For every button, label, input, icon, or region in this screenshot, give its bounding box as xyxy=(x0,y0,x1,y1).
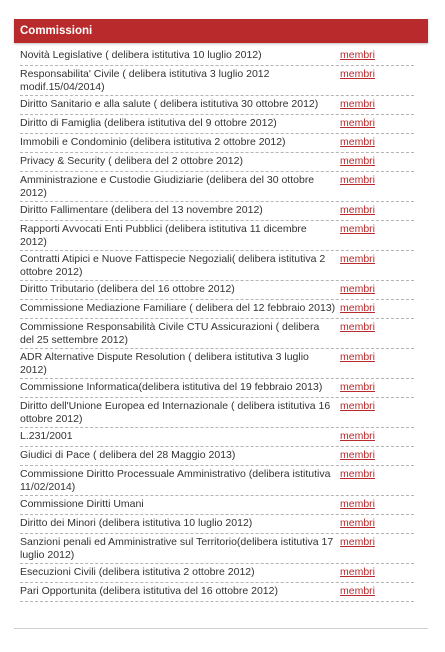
membri-link[interactable]: membri xyxy=(340,136,376,148)
membri-link[interactable]: membri xyxy=(340,155,376,167)
list-item xyxy=(20,379,414,398)
list-item xyxy=(20,564,414,583)
commission-name: Commissione Diritti Umani xyxy=(20,498,144,510)
membri-link[interactable]: membri xyxy=(340,536,376,548)
membri-link[interactable]: membri xyxy=(340,498,376,510)
divider xyxy=(14,628,428,629)
membri-link[interactable]: membri xyxy=(340,400,376,412)
panel-title: Commissioni xyxy=(14,19,428,43)
membri-link[interactable]: membri xyxy=(340,49,376,61)
membri-link[interactable]: membri xyxy=(340,204,376,216)
commission-name: Diritto Fallimentare (delibera del 13 novembre 2012) xyxy=(20,204,263,216)
commission-name: Diritto Sanitario e alla salute ( delibera istitutiva 30 ottobre 2012) xyxy=(20,98,319,110)
commission-list xyxy=(14,47,428,602)
commission-name: Esecuzioni Civili (delibera istitutiva 2 ottobre 2012) xyxy=(20,566,255,578)
list-item xyxy=(20,47,414,66)
membri-link[interactable]: membri xyxy=(340,98,376,110)
membri-link[interactable]: membri xyxy=(340,381,376,393)
commission-name: Commissione Mediazione Familiare ( delibera del 12 febbraio 2013) xyxy=(20,302,336,314)
membri-link[interactable]: membri xyxy=(340,351,376,363)
commission-name: Diritto Tributario (delibera del 16 ottobre 2012) xyxy=(20,283,235,295)
membri-link[interactable]: membri xyxy=(340,117,376,129)
membri-link[interactable]: membri xyxy=(340,283,376,295)
commission-name: Sanzioni penali ed Amministrative sul Territorio(delibera istitutiva 17 luglio 2012) xyxy=(20,536,334,561)
membri-link[interactable]: membri xyxy=(340,302,376,314)
membri-link[interactable]: membri xyxy=(340,517,376,529)
membri-link[interactable]: membri xyxy=(340,223,376,235)
membri-link[interactable]: membri xyxy=(340,174,376,186)
list-item xyxy=(20,300,414,319)
membri-link[interactable]: membri xyxy=(340,449,376,461)
list-item xyxy=(20,202,414,221)
list-item xyxy=(20,134,414,153)
list-item xyxy=(20,534,414,564)
commission-name: Giudici di Pace ( delibera del 28 Maggio 2013) xyxy=(20,449,236,461)
membri-link[interactable]: membri xyxy=(340,253,376,265)
commission-name: Contratti Atipici e Nuove Fattispecie Negoziali( delibera istitutiva 2 ottobre 2012) xyxy=(20,253,326,278)
commission-name: Commissione Informatica(delibera istitutiva del 19 febbraio 2013) xyxy=(20,381,323,393)
membri-link[interactable]: membri xyxy=(340,566,376,578)
list-item xyxy=(20,398,414,428)
membri-link[interactable]: membri xyxy=(340,468,376,480)
commission-name: Commissione Diritto Processuale Amministrativo (delibera istitutiva 11/02/2014) xyxy=(20,468,331,493)
list-item xyxy=(20,447,414,466)
membri-link[interactable]: membri xyxy=(340,321,376,333)
list-item xyxy=(20,115,414,134)
list-item xyxy=(20,515,414,534)
commissioni-panel xyxy=(14,19,428,602)
list-item xyxy=(20,281,414,300)
list-item xyxy=(20,466,414,496)
commission-name: Commissione Responsabilità Civile CTU Assicurazioni ( delibera del 25 settembre 2012) xyxy=(20,321,320,346)
commission-name: Immobili e Condominio (delibera istitutiva 2 ottobre 2012) xyxy=(20,136,286,148)
list-item xyxy=(20,319,414,349)
list-item xyxy=(20,349,414,379)
list-item xyxy=(20,496,414,515)
membri-link[interactable]: membri xyxy=(340,68,376,80)
commission-name: Responsabilita' Civile ( delibera istitutiva 3 luglio 2012 modif.15/04/2014) xyxy=(20,68,270,93)
commission-name: L.231/2001 xyxy=(20,430,73,442)
commission-name: Novità Legislative ( delibera istitutiva 10 luglio 2012) xyxy=(20,49,262,61)
list-item xyxy=(20,251,414,281)
list-item xyxy=(20,221,414,251)
commission-name: ADR Alternative Dispute Resolution ( delibera istitutiva 3 luglio 2012) xyxy=(20,351,309,376)
commission-name: Rapporti Avvocati Enti Pubblici (delibera istitutiva 11 dicembre 2012) xyxy=(20,223,307,248)
list-item xyxy=(20,172,414,202)
list-item xyxy=(20,66,414,96)
membri-link[interactable]: membri xyxy=(340,430,376,442)
list-item xyxy=(20,153,414,172)
commission-name: Privacy & Security ( delibera del 2 ottobre 2012) xyxy=(20,155,243,167)
commission-name: Diritto di Famiglia (delibera istitutiva del 9 ottobre 2012) xyxy=(20,117,277,129)
commission-name: Amministrazione e Custodie Giudiziarie (delibera del 30 ottobre 2012) xyxy=(20,174,315,199)
commission-name: Pari Opportunita (delibera istitutiva del 16 ottobre 2012) xyxy=(20,585,278,597)
list-item xyxy=(20,583,414,602)
commission-name: Diritto dei Minori (delibera istitutiva 10 luglio 2012) xyxy=(20,517,253,529)
commission-name: Diritto dell'Unione Europea ed Internazionale ( delibera istitutiva 16 ottobre 2012) xyxy=(20,400,331,425)
list-item xyxy=(20,96,414,115)
membri-link[interactable]: membri xyxy=(340,585,376,597)
list-item xyxy=(20,428,414,447)
